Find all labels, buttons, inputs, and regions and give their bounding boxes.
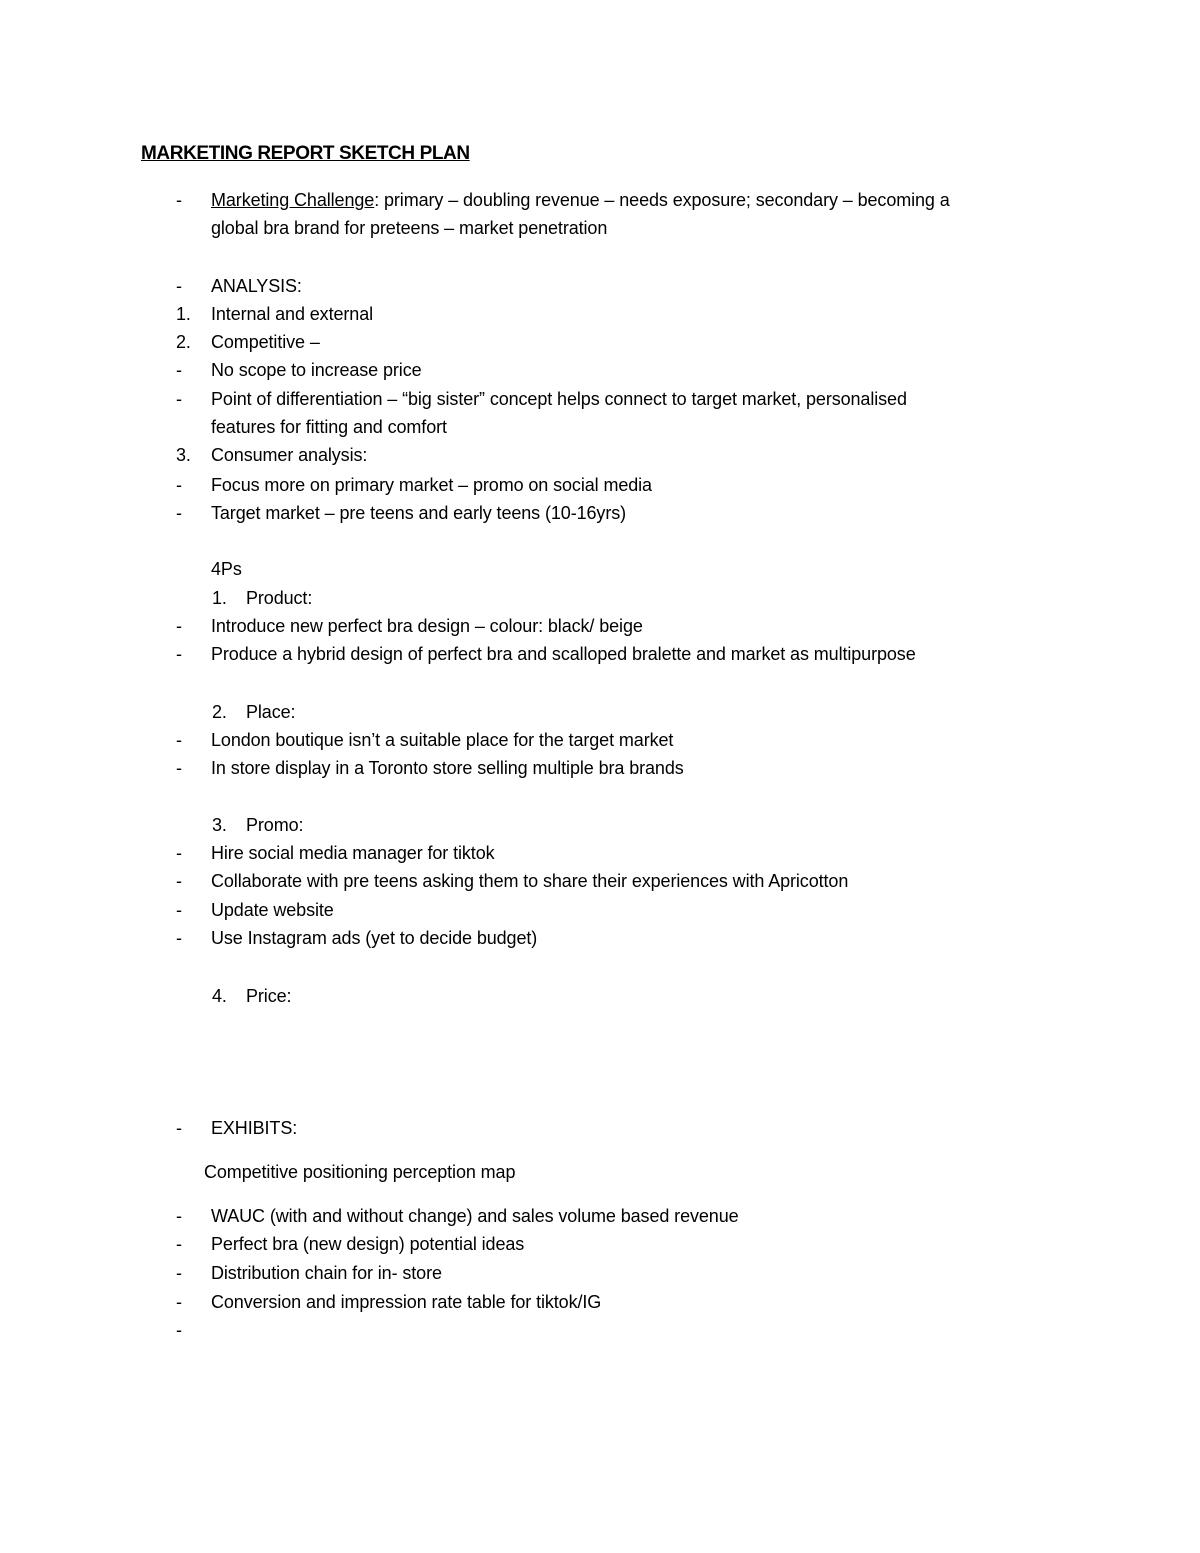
list-item-text: Internal and external — [211, 304, 374, 324]
bullet-dash: - — [176, 1320, 182, 1340]
list-marker: - — [176, 475, 182, 495]
promo-number: 3. — [212, 815, 227, 835]
list-marker: - — [176, 503, 182, 523]
product-number: 1. — [212, 588, 227, 608]
bullet-dash: - — [176, 1118, 182, 1138]
bullet-dash: - — [176, 758, 182, 778]
exhibits-subheading: Competitive positioning perception map — [204, 1162, 516, 1182]
list-marker: - — [176, 360, 182, 380]
list-item-text: No scope to increase price — [211, 360, 422, 380]
exhibits-subheading-line — [204, 1160, 1104, 1184]
bullet-dash: - — [176, 900, 182, 920]
challenge-text — [211, 188, 950, 212]
four-ps-heading: 4Ps — [211, 559, 242, 579]
promo-heading: Promo: — [246, 815, 304, 835]
list-item-text: Collaborate with pre teens asking them to share their experiences with Apricotton — [211, 871, 849, 891]
product-heading: Product: — [246, 588, 313, 608]
price-number: 4. — [212, 986, 227, 1006]
list-item-text: In store display in a Toronto store selling multiple bra brands — [211, 758, 684, 778]
price-heading: Price: — [246, 986, 292, 1006]
list-item-text: Update website — [211, 900, 334, 920]
bullet-dash: - — [176, 616, 182, 636]
list-item-text: Competitive – — [211, 332, 320, 352]
list-item-text: Target market – pre teens and early teens (10-16yrs) — [211, 503, 627, 523]
bullet-dash: - — [176, 1206, 182, 1226]
bullet-dash: - — [176, 190, 182, 210]
challenge-label: Marketing Challenge — [211, 190, 375, 210]
bullet-dash: - — [176, 928, 182, 948]
analysis-heading: ANALYSIS: — [211, 276, 302, 296]
list-item-text: Introduce new perfect bra design – colour: black/ beige — [211, 616, 643, 636]
list-item-text: Consumer analysis: — [211, 445, 368, 465]
list-item-text: Use Instagram ads (yet to decide budget) — [211, 928, 538, 948]
list-item-text: Point of differentiation – “big sister” concept helps connect to target market, personalised — [211, 389, 907, 409]
document-title: MARKETING REPORT SKETCH PLAN — [141, 143, 470, 164]
bullet-dash: - — [176, 1263, 182, 1283]
list-marker: 3. — [176, 445, 191, 465]
list-item-text: Hire social media manager for tiktok — [211, 843, 495, 863]
bullet-dash: - — [176, 644, 182, 664]
list-item-text: Produce a hybrid design of perfect bra and scalloped bralette and market as multipurpose — [211, 644, 916, 664]
bullet-dash: - — [176, 276, 182, 296]
exhibits-heading: EXHIBITS: — [211, 1118, 298, 1138]
list-item-text: features for fitting and comfort — [211, 417, 447, 437]
list-marker: 2. — [176, 332, 191, 352]
bullet-dash: - — [176, 1234, 182, 1254]
bullet-dash: - — [176, 843, 182, 863]
list-item-text: Focus more on primary market – promo on social media — [211, 475, 652, 495]
list-item-text: London boutique isn’t a suitable place for the target market — [211, 730, 674, 750]
bullet-dash: - — [176, 1292, 182, 1312]
bullet-dash: - — [176, 730, 182, 750]
list-item-text: WAUC (with and without change) and sales volume based revenue — [211, 1206, 739, 1226]
list-item-text: Distribution chain for in- store — [211, 1263, 442, 1283]
list-item-text: Perfect bra (new design) potential ideas — [211, 1234, 525, 1254]
challenge-text-line-2: global bra brand for preteens – market penetration — [211, 218, 608, 238]
list-marker: - — [176, 389, 182, 409]
challenge-text-line-1: : primary – doubling revenue – needs exposure; secondary – becoming a — [374, 190, 950, 210]
place-heading: Place: — [246, 702, 296, 722]
list-item-text: Conversion and impression rate table for tiktok/IG — [211, 1292, 602, 1312]
place-number: 2. — [212, 702, 227, 722]
list-marker: 1. — [176, 304, 191, 324]
bullet-dash: - — [176, 871, 182, 891]
